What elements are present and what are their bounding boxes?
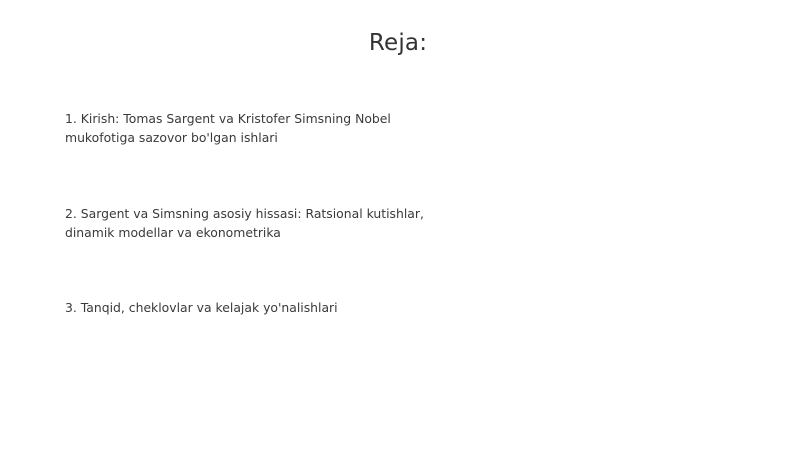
agenda-item-contributions: 2. Sargent va Simsning asosiy hissasi: Ratsional kutishlar, dinamik modellar va ekonometrika [65, 206, 424, 240]
agenda-item-intro: 1. Kirish: Tomas Sargent va Kristofer Simsning Nobel mukofotiga sazovor bo'lgan ishlari [65, 111, 391, 145]
slide-title: Reja: [368, 30, 428, 56]
agenda-item-critique: 3. Tanqid, cheklovlar va kelajak yo'nalishlari [65, 300, 338, 315]
